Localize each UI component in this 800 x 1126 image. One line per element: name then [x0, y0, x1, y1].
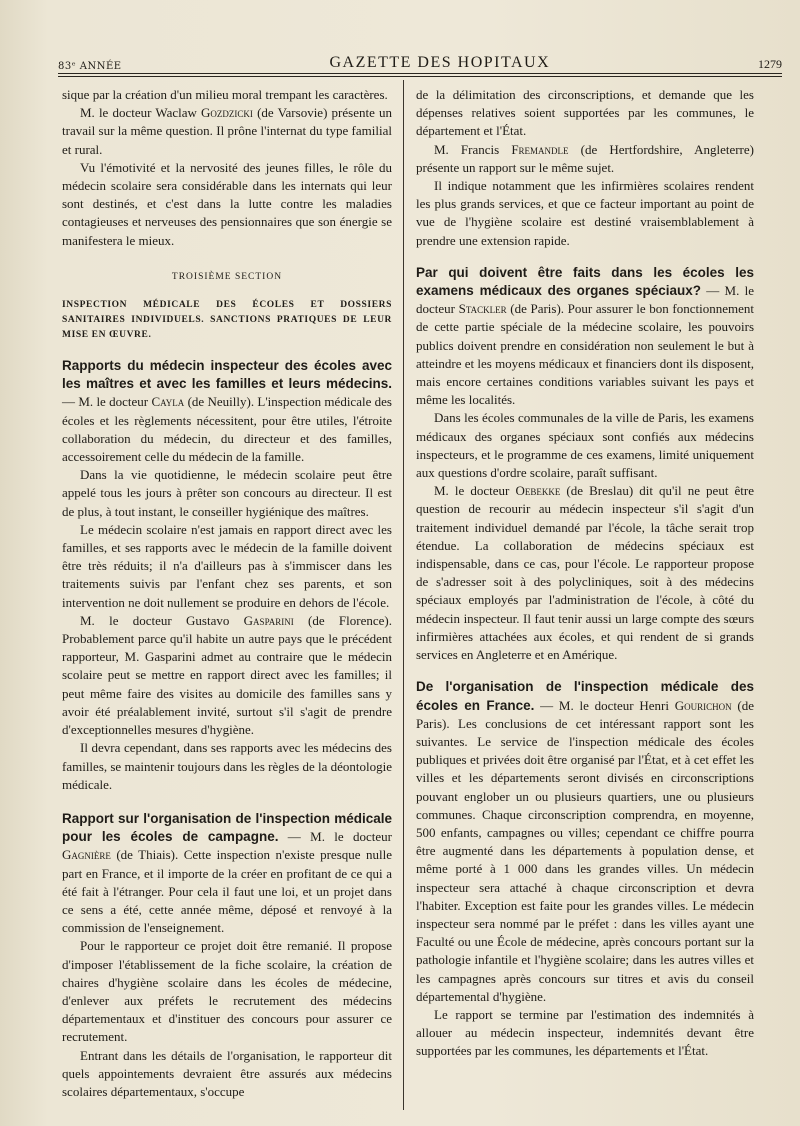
paragraph: Il indique notamment que les infirmières scolaires rendent les plus grands services, et que ce facteur important au point de vue de l'hygiène scolaire est destiné vraisemblablement à prendre une extension rapide. [416, 178, 754, 248]
author-name: Gasparini [243, 612, 294, 628]
text-run: M. le docteur [434, 483, 516, 499]
header-rule [58, 73, 782, 74]
right-column [416, 86, 754, 1061]
article-heading: De l'organisation de l'inspection médicale des écoles en France. [416, 679, 754, 713]
article-heading: Rapports du médecin inspecteur des écoles avec les maîtres et avec les familles et leurs médecins. [62, 358, 392, 392]
year-label: 83ᵉ ANNÉE [58, 61, 122, 72]
text-run: — M. le docteur [62, 394, 152, 410]
column-divider [403, 80, 404, 1110]
page-header [58, 44, 782, 72]
section-title: TROISIÈME SECTION [171, 271, 283, 282]
paragraph: Dans la vie quotidienne, le médecin scolaire peut être appelé tous les jours à prêter son concours au directeur. Il est de plus, à tout instant, le conseiller hygiénique des maîtres. [62, 467, 392, 519]
paragraph: Entrant dans les détails de l'organisation, le rapporteur dit quels appointements devraient être assurés aux médecins scolaires départementaux, s'occupe [62, 1047, 392, 1099]
paragraph [62, 357, 392, 466]
text-run: (de Paris). Les conclusions de cet intéressant rapport sont les suivantes. Le service de l'inspection médicale des écoles publiques et privées doit être organisé par l'État, et à cet effet les villes et les départements seront divisés en circonscriptions pouvant englober un ou plusieurs quartiers, une ou plusieurs communes. Chaque circonscription comprendra, en moyenne, 500 enfants, campagnes ou villes; cependant ce chiffre pourra être augmenté dans les départements à population dense, et même porté à 1 000 dans les grandes villes. Un médecin inspecteur sera attaché à chaque circonscription et devra l'habiter. Exception est faite pour les grandes villes. Le médecin inspecteur sera nommé par le préfet : dans les villes ayant une Faculté ou une École de médecine, après concours portant sur la pathologie infantile et l'hygiène scolaire; dans les autres villes et les campagnes après concours sur titres et avis du conseil départemental d'hygiène. [416, 697, 754, 1004]
paragraph: Pour le rapporteur ce projet doit être remanié. Il propose d'imposer l'établissement de la fiche scolaire, la création de chaires d'hygiène scolaire dans les écoles de médecine, d'enlever aux préfets le recrutement des médecins départementaux et d'instituer des concours pour assurer ce recrutement. [62, 938, 392, 1045]
article-heading: Rapport sur l'organisation de l'inspection médicale pour les écoles de campagne. [62, 810, 392, 845]
paragraph: Le rapport se termine par l'estimation des indemnités à allouer au médecin inspecteur, indemnités devant être supportées par les communes, les départements et l'État. [416, 1006, 754, 1059]
spacer [62, 794, 392, 810]
paragraph: Dans les écoles communales de la ville de Paris, les examens médicaux des organes spéciaux sont confiés aux médecins inspecteurs, et le programme de ces examens, limité uniquement aux questions d'ordre scolaire, paraît suffisant. [416, 410, 754, 481]
author-name: Cayla [151, 394, 185, 410]
paragraph [62, 612, 392, 739]
paragraph [416, 141, 754, 177]
page-number: 1279 [758, 57, 782, 71]
author-name: Gagnière [62, 847, 111, 863]
text-run: M. Francis [434, 141, 512, 157]
text-run: (de Thiais). Cette inspection n'existe presque nulle part en France, et il importe de la créer en profitant de ce qui a été fait à l'étranger. Pour cela il faut une loi, et un projet dans ce sens a été, cette année même, déposé et renvoyé à la commission de l'enseignement. [62, 847, 392, 936]
article-heading: Par qui doivent être faits dans les écoles les examens médicaux des organes spéciaux? [416, 264, 754, 299]
paragraph [416, 482, 754, 664]
text-run: (de Paris). Pour assurer le bon fonctionnement de cette partie spéciale de la médecine scolaire, les pouvoirs publics doivent prendre en considération non seulement le but à atteindre et les moyens médicaux et financiers dont ils disposent, mais encore certaines conditions variables suivant les pays et même les localités. [416, 301, 754, 408]
text-run: — M. le docteur [416, 283, 754, 317]
journal-title: GAZETTE DES HOPITAUX [329, 54, 551, 71]
text-run: M. le docteur Gustavo [80, 612, 244, 628]
text-run: — M. le docteur Henri [534, 697, 675, 713]
author-name: Gozdzicki [201, 105, 253, 121]
text-run: (de Varsovie) présente un travail sur la même question. Il prône l'internat du type familial et rural. [62, 105, 392, 157]
paragraph: Il devra cependant, dans ses rapports avec les médecins des familles, se maintenir toujours dans les règles de la déontologie médicale. [62, 740, 392, 792]
text-run: M. le docteur Waclaw [80, 105, 202, 121]
paragraph [416, 264, 754, 410]
text-run: (de Florence). Probablement parce qu'il habite un autre pays que le précédent rapporteur, M. Gasparini admet au contraire que le médecin scolaire peut se mettre en rapport direct avec les familles; il peut même faire des visites au domicile des familles sans y avoir été préalablement invité, surtout s'il s'agit de prendre d'exceptionnelles mesures d'hygiène. [62, 612, 392, 738]
spacer [416, 664, 754, 678]
paragraph [416, 678, 754, 1006]
section-subtitle: INSPECTION MÉDICALE DES ÉCOLES ET DOSSIERS SANITAIRES INDIVIDUELS. SANCTIONS PRATIQUES DE LEUR MISE EN ŒUVRE. [62, 300, 392, 341]
spacer [416, 250, 754, 264]
author-name: Gourichon [674, 697, 732, 713]
paragraph [62, 104, 392, 159]
author-name: Stackler [458, 301, 507, 317]
paragraph: de la délimitation des circonscriptions, et demande que les dépenses relatives soient supportées par les communes, le département et l'État. [416, 87, 754, 139]
paragraph: Vu l'émotivité et la nervosité des jeunes filles, le rôle du médecin scolaire sera considérable dans les internats qui leur sont destinés, et c'est dans la lutte contre les maladies contagieuses et nerveuses des pensionnaires que son énergie se manifestera le mieux. [62, 159, 392, 248]
header-rule-thin [58, 76, 782, 77]
text-run: (de Neuilly). L'inspection médicale des écoles et les règlements nécessitent, pour être utiles, l'étroite collaboration du médecin, du directeur et des familles, accessoirement celle du médecin de la famille. [62, 394, 392, 465]
left-column [62, 86, 392, 1101]
paragraph [62, 810, 392, 937]
paragraph: Le médecin scolaire n'est jamais en rapport direct avec les familles, et ses rapports avec le médecin de la famille doivent être très réduits; il n'a d'ailleurs pas à s'immiscer dans les traitements suivis par l'enfant chez ses parents, et son intervention ne doit nullement se produire en dehors de l'école. [62, 521, 392, 610]
author-name: Oebekke [515, 483, 561, 499]
text-run: (de Hertfordshire, Angleterre) présente un rapport sur le même sujet. [416, 141, 754, 175]
author-name: Fremandle [511, 141, 569, 157]
text-run: — M. le docteur [278, 829, 392, 845]
paragraph: sique par la création d'un milieu moral trempant les caractères. [62, 87, 388, 102]
text-run: (de Breslau) dit qu'il ne peut être question de recourir au médecin inspecteur s'il s'agit d'un traitement individuel demandé par l'école, la tâche serait trop étendue. La collaboration de médecins spéciaux est indispensable, dans ce cas, pour l'école. Le rapporteur propose de s'adresser soit à des polycliniques, soit à des médecins spéciaux employés par l'administration de l'école, à côté du médecin inspecteur. Il faut tenir aussi un large compte des sœurs infirmières attachées aux écoles, et qui rendent de si grands services en Angleterre et en Amérique. [416, 483, 755, 663]
